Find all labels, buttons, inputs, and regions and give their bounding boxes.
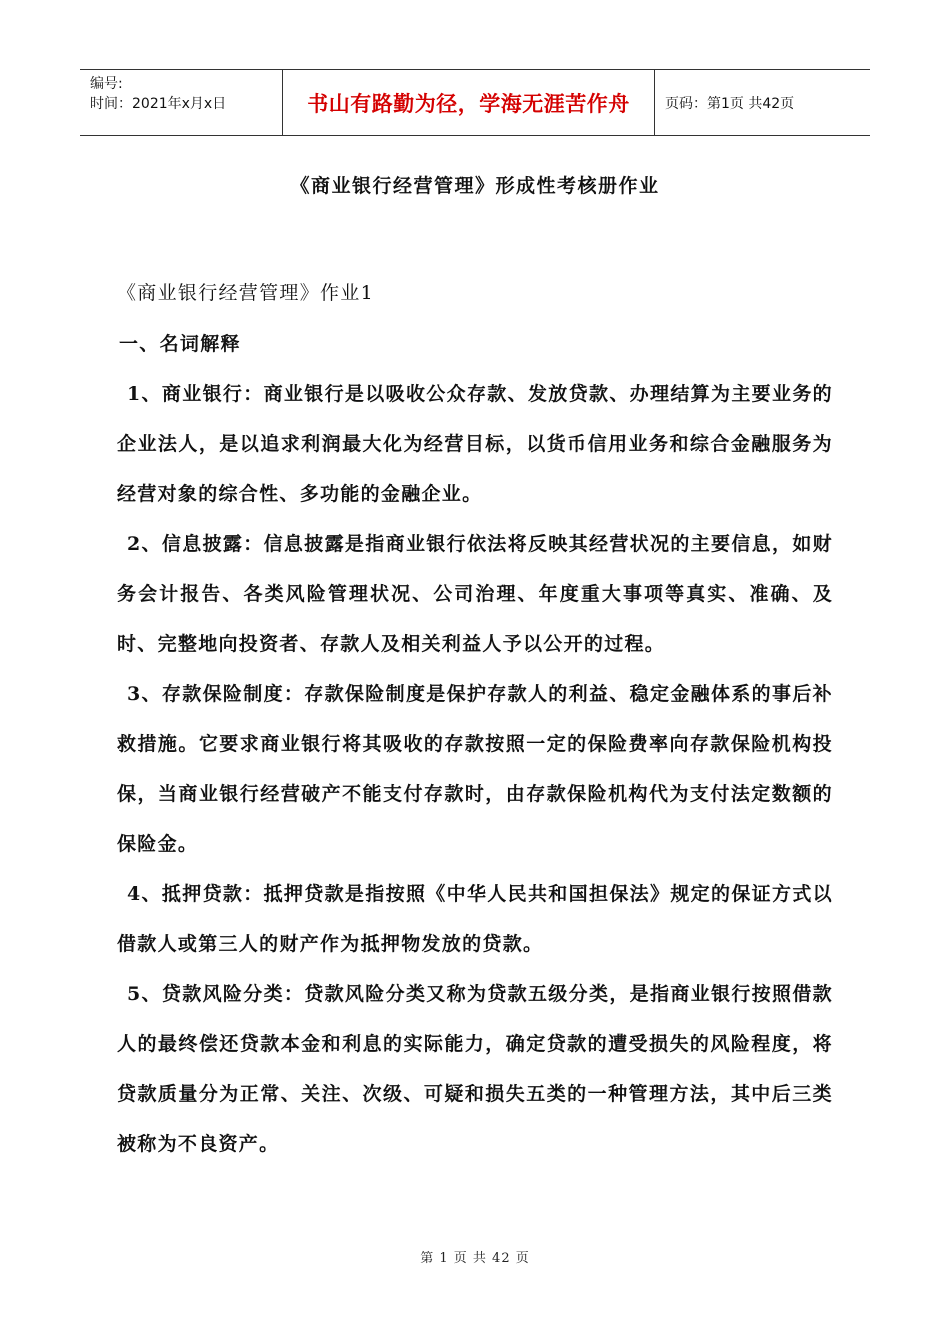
page-header [80,69,870,136]
term-paragraph-3: 3、存款保险制度：存款保险制度是保护存款人的利益、稳定金融体系的事后补救措施。它要求商业银行将其吸收的存款按照一定的保险费率向存款保险机构投保，当商业银行经营破产不能支付存款时，由存款保险机构代为支付法定数额的保险金。 [117,683,833,855]
term-paragraph-1: 1、商业银行：商业银行是以吸收公众存款、发放贷款、办理结算为主要业务的企业法人，是以追求利润最大化为经营目标，以货币信用业务和综合金融服务为经营对象的综合性、多功能的金融企业。 [117,383,833,505]
header-meta [80,70,282,135]
time-label: 时间：2021年x月x日 [90,96,227,112]
number-label: 编号: [90,76,123,92]
header-slogan: 书山有路勤为径，学海无涯苦作舟 [282,70,655,135]
document-body [117,268,833,1169]
header-page-info: 页码：第1页 共42页 [665,95,795,112]
term-paragraph-5: 5、贷款风险分类：贷款风险分类又称为贷款五级分类，是指商业银行按照借款人的最终偿还贷款本金和利息的实际能力，确定贷款的遭受损失的风险程度，将贷款质量分为正常、关注、次级、可疑和损失五类的一种管理方法，其中后三类被称为不良资产。 [117,983,833,1155]
section-heading: 一、名词解释 [119,333,241,355]
assignment-subtitle: 《商业银行经营管理》作业1 [117,282,374,304]
document-title: 《商业银行经营管理》形成性考核册作业 [290,175,660,197]
term-paragraph-4: 4、抵押贷款：抵押贷款是指按照《中华人民共和国担保法》规定的保证方式以借款人或第三人的财产作为抵押物发放的贷款。 [117,883,833,955]
page-footer: 第 1 页 共 42 页 [420,1251,530,1266]
term-paragraph-2: 2、信息披露：信息披露是指商业银行依法将反映其经营状况的主要信息，如财务会计报告、各类风险管理状况、公司治理、年度重大事项等真实、准确、及时、完整地向投资者、存款人及相关利益人予以公开的过程。 [117,533,833,655]
